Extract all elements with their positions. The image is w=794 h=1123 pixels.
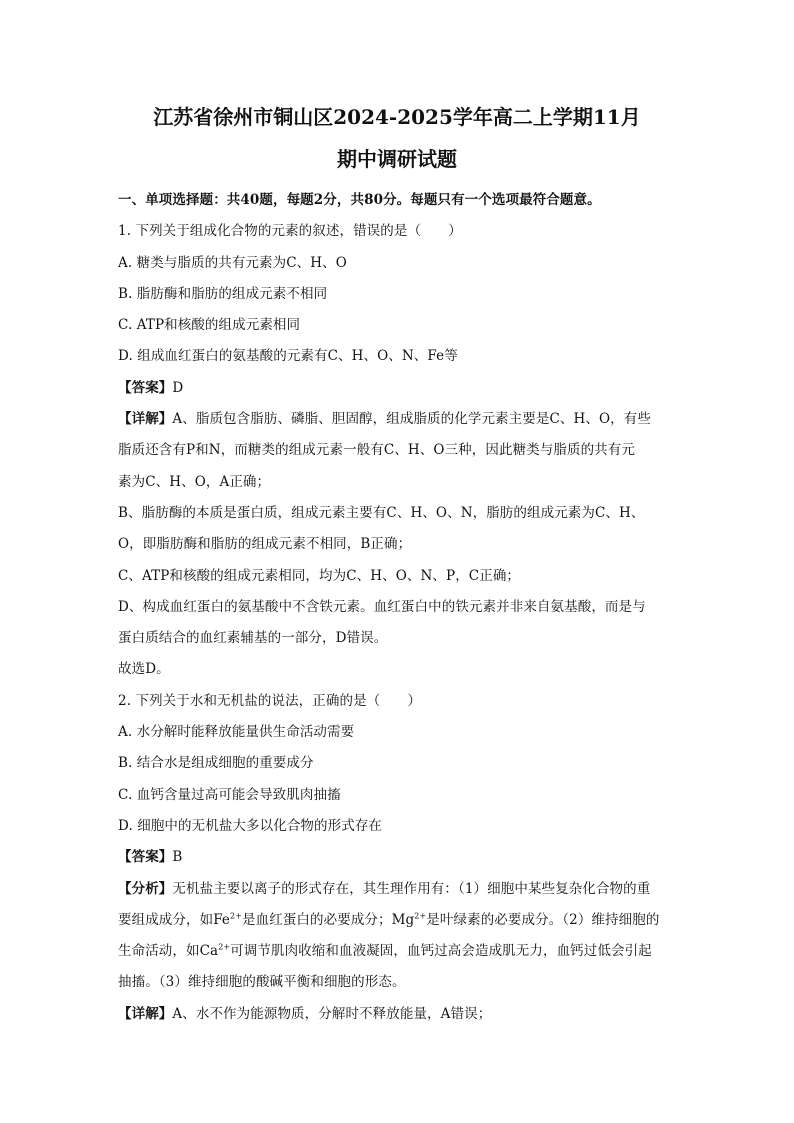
detail-text: A、水不作为能源物质，分解时不释放能量，A错误； (172, 1005, 492, 1022)
q1-detail-line (118, 404, 678, 435)
q1-answer (118, 373, 678, 404)
ion-charge: 2+ (218, 942, 231, 952)
analysis-text: 生命活动，如Ca (118, 943, 219, 960)
q1-detail-line: C、ATP和核酸的组成元素相同，均为C、H、O、N、P，C正确； (118, 567, 521, 584)
detail-text: A、脂质包含脂肪、磷脂、胆固醇，组成脂质的化学元素主要是C、H、O，有些 (172, 411, 651, 428)
answer-label: 【答案】 (118, 849, 173, 866)
q2-analysis-line (118, 905, 678, 936)
q1-option-b: B. 脂肪酶和脂肪的组成元素不相同 (118, 285, 328, 302)
q2-analysis-line (118, 936, 678, 967)
section-heading: 一、单项选择题：共40题，每题2分，共80分。每题只有一个选项最符合题意。 (118, 192, 601, 208)
analysis-text: 可调节肌肉收缩和血液凝固，血钙过高会造成肌无力，血钙过低会引起 (230, 943, 652, 960)
analysis-label: 【分析】 (118, 880, 173, 897)
q2-detail-line (118, 999, 678, 1030)
page-title: 江苏省徐州市铜山区2024-2025学年高二上学期11月 (153, 105, 641, 129)
detail-label: 【详解】 (118, 1005, 173, 1022)
q2-stem: 2. 下列关于水和无机盐的说法，正确的是（ ） (118, 692, 422, 709)
q2-analysis-line: 抽搐。（3）维持细胞的酸碱平衡和细胞的形态。 (118, 974, 406, 991)
q1-stem: 1. 下列关于组成化合物的元素的叙述，错误的是（ ） (118, 223, 462, 240)
page-subtitle: 期中调研试题 (337, 147, 457, 171)
q2-option-b: B. 结合水是组成细胞的重要成分 (118, 755, 314, 772)
q2-analysis-line (118, 874, 678, 905)
q2-answer (118, 842, 678, 873)
q1-detail-line: 蛋白质结合的血红素辅基的一部分，D错误。 (118, 630, 388, 647)
q1-option-a: A. 糖类与脂质的共有元素为C、H、O (118, 254, 347, 271)
q1-detail-line: 脂质还含有P和N，而糖类的组成元素一般有C、H、O三种，因此糖类与脂质的共有元 (118, 442, 635, 459)
q2-option-c: C. 血钙含量过高可能会导致肌肉抽搐 (118, 786, 341, 803)
content-body (118, 185, 678, 1030)
q1-detail-line: B、脂肪酶的本质是蛋白质，组成元素主要有C、H、O、N，脂肪的组成元素为C、H、 (118, 504, 645, 521)
analysis-text: 要组成成分，如Fe (118, 911, 231, 928)
analysis-text: 是叶绿素的必要成分。（2）维持细胞的 (426, 911, 660, 928)
q1-detail-line: 素为C、H、O，A正确； (118, 473, 271, 490)
answer-value: B (172, 849, 183, 866)
q1-detail-line: D、构成血红蛋白的氨基酸中不含铁元素。血红蛋白中的铁元素并非来自氨基酸，而是与 (118, 598, 646, 615)
q1-option-d: D. 组成血红蛋白的氨基酸的元素有C、H、O、N、Fe等 (118, 348, 458, 365)
ion-charge: 2+ (230, 911, 243, 921)
analysis-text: 无机盐主要以离子的形式存在，其生理作用有：（1）细胞中某些复杂化合物的重 (172, 880, 651, 897)
detail-label: 【详解】 (118, 411, 173, 428)
q2-option-d: D. 细胞中的无机盐大多以化合物的形式存在 (118, 817, 383, 834)
q1-conclusion: 故选D。 (118, 661, 170, 678)
q1-detail-line: O，即脂肪酶和脂肪的组成元素不相同，B正确； (118, 536, 412, 553)
answer-value: D (172, 379, 184, 396)
q2-option-a: A. 水分解时能释放能量供生命活动需要 (118, 724, 355, 741)
answer-label: 【答案】 (118, 379, 173, 396)
ion-charge: 2+ (414, 911, 427, 921)
q1-option-c: C. ATP和核酸的组成元素相同 (118, 317, 301, 334)
analysis-text: 是血红蛋白的必要成分；Mg (242, 911, 415, 928)
